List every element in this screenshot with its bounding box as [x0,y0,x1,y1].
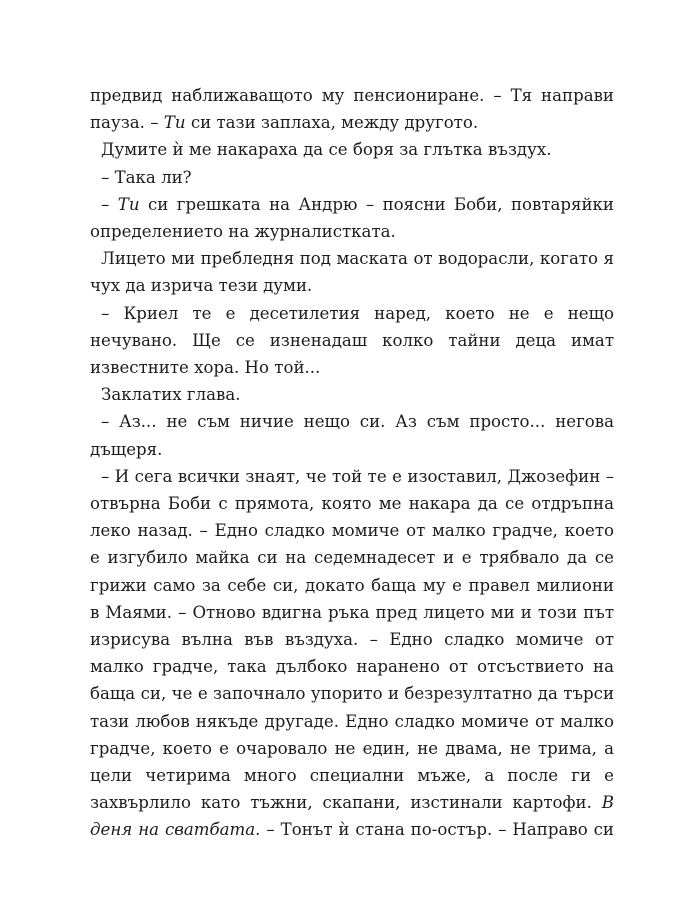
italic-run: Ти [117,194,140,214]
text-run: – Криел те е десетилетия наред, което не е нещо нечувано. Ще се изненадаш колко тайни деца имат известните хора. Но той... [90,303,614,378]
text-run: Думите ѝ ме накараха да се боря за глътка въздух. [101,140,552,160]
paragraph [90,381,614,408]
text-run: – Тонът ѝ стана по-остър. – Направо си [260,820,614,840]
paragraph [90,245,614,299]
text-run: си грешката на Андрю – поясни Боби, повтаряйки определението на журналистката. [90,194,614,242]
paragraph [90,136,614,163]
paragraph [90,300,614,382]
text-run: – И сега всички знаят, че той те е изоставил, Джозефин – отвърна Боби с прямота, която ме накара да се отдръпна леко назад. – Едно сладко момиче от малко градче, което е изгубило майка си на седемнадесет и е трябвало да се грижи само за себе си, докато баща му е правел милиони в Маями. – Отново вдигна ръка пред лицето ми и този път изрисува вълна във въздуха. – Едно сладко момиче от малко градче, така дълбоко наранено от отсъствието на баща си, че е започнало упорито и безрезултатно да търси тази любов някъде другаде. Едно сладко момиче от малко градче, което е очаровало не един, не двама, не трима, а цели четирима много специални мъже, а после ги е захвърлило като тъжни, скапани, изстинали картофи. [90,466,614,813]
text-run: Лицето ми пребледня под маската от водорасли, когато я чух да изрича тези думи. [90,249,614,296]
text-run: – [101,194,118,214]
paragraph [90,82,614,136]
book-page-text [90,82,614,844]
paragraph [90,408,614,462]
text-run: – Аз... не съм ничие нещо си. Аз съм просто... негова дъщеря. [90,412,614,459]
paragraph [90,164,614,191]
paragraph [90,191,614,245]
text-run: – Така ли? [101,167,192,187]
text-run: Заклатих глава. [101,385,241,405]
italic-run: В деня на сватбата. [90,793,614,840]
italic-run: Ти [163,113,186,133]
text-run: си тази заплаха, между другото. [185,113,479,133]
paragraph [90,463,614,844]
text-run: предвид наближаващото му пенсиониране. – Тя направи пауза. – [90,86,614,133]
